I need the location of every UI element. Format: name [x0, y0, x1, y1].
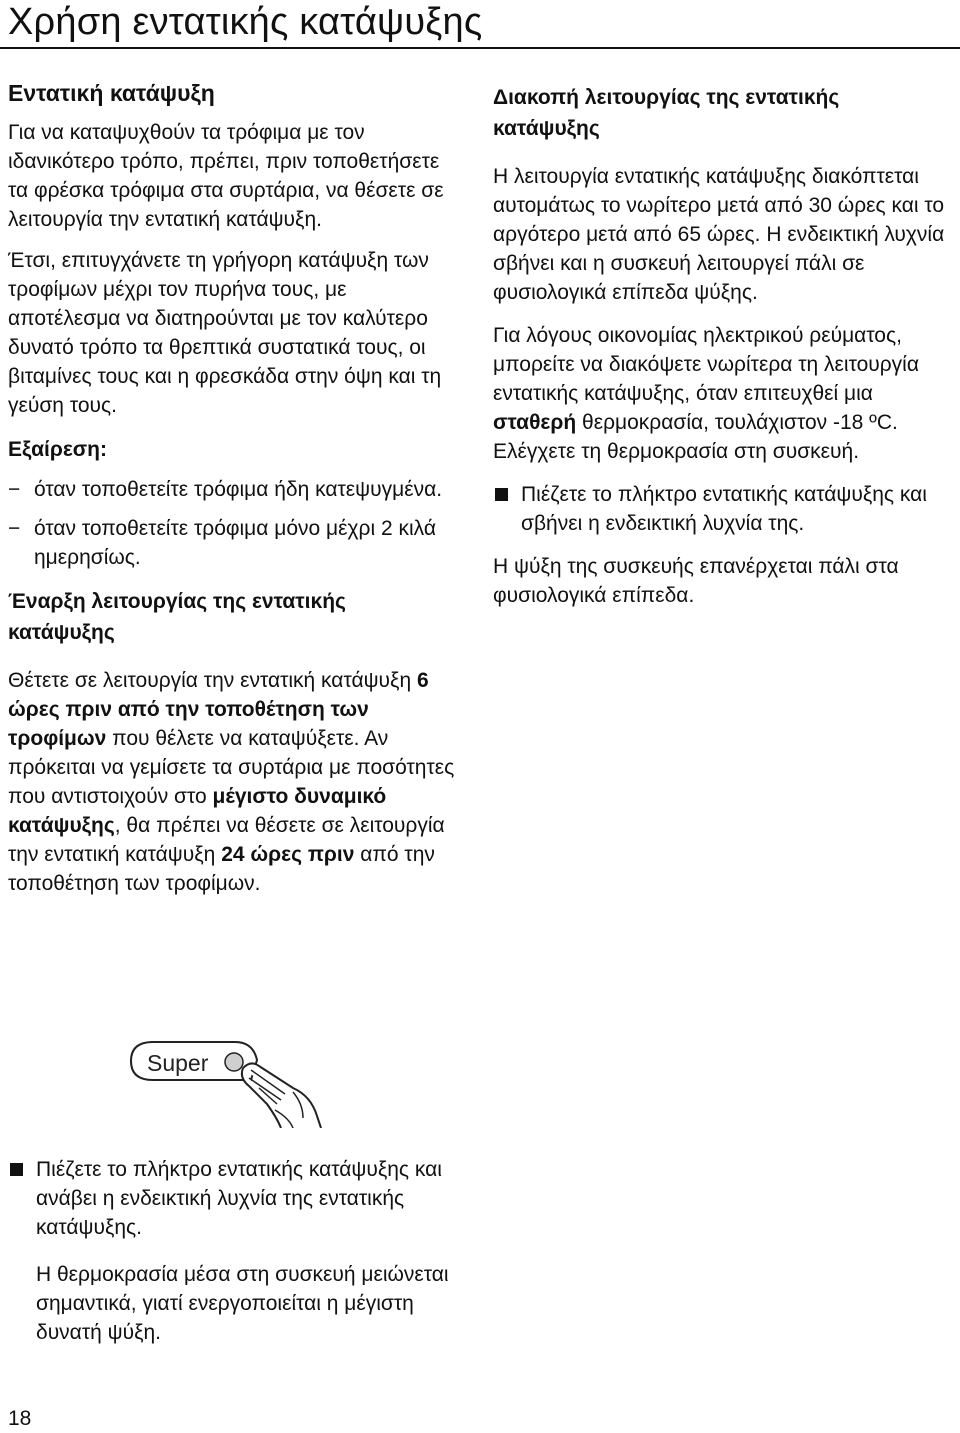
exception-item-text: όταν τοποθετείτε τρόφιμα μόνο μέχρι 2 κιλά ημερησίως. [34, 517, 436, 569]
super-button-illustration [125, 1038, 345, 1128]
bold-stable: σταθερή [493, 411, 577, 434]
list-item [493, 480, 948, 538]
exception-item [8, 514, 458, 572]
bold-6-hours: 6 ώρες πριν από την τοποθέτηση των τροφίμων [8, 669, 429, 750]
benefits-paragraph: Έτσι, επιτυγχάνετε τη γρήγορη κατάψυξη των τροφίμων μέχρι τον πυρήνα τους, με αποτέλεσμα να διατηρούνται με τον καλύτερο δυνατό τρόπο τα θρεπτικά συστατικά τους, οι βιταμίνες τους και η φρεσκάδα στην όψη και τη γεύση τους. [8, 249, 442, 417]
exception-label: Εξαίρεση: [8, 438, 107, 461]
left-column [8, 78, 458, 898]
auto-stop-paragraph: Η λειτουργία εντατικής κατάψυξης διακόπτεται αυτομάτως το νωρίτερο μετά από 30 ώρες και το αργότερο μετά από 65 ώρες. Η ενδεικτική λυχνία σβήνει και η συσκευή λειτουργεί πάλι σε φυσιολογικά επίπεδα ψύξης. [493, 165, 945, 304]
exception-item-text: όταν τοποθετείτε τρόφιμα ήδη κατεψυγμένα. [34, 478, 443, 501]
section-heading-intensive-freezing: Εντατική κατάψυξη [8, 80, 215, 106]
temperature-note: Η θερμοκρασία μέσα στη συσκευή μειώνεται σημαντικά, γιατί ενεργοποιείται η μέγιστη δυνατή ψύξη. [36, 1263, 449, 1344]
bold-24-hours: 24 ώρες πριν [221, 843, 355, 866]
normal-cooling-note: Η ψύξη της συσκευής επανέρχεται πάλι στα φυσιολογικά επίπεδα. [493, 555, 899, 607]
bottom-instructions [8, 1155, 478, 1347]
bold-max-capacity: μέγιστο δυναμικό κατάψυξης [8, 785, 387, 837]
section-heading-stop: Διακοπή λειτουργίας της εντατικής κατάψυξης [493, 86, 840, 140]
square-bullet-icon [10, 1163, 23, 1176]
page-title: Χρήση εντατικής κατάψυξης [8, 1, 483, 43]
stop-button-instruction: Πιέζετε το πλήκτρο εντατικής κατάψυξης και σβήνει η ενδεικτική λυχνία της. [521, 483, 927, 535]
section-heading-start: Έναρξη λειτουργίας της εντατικής κατάψυξης [8, 590, 346, 644]
economy-paragraph: Για λόγους οικονομίας ηλεκτρικού ρεύματος, μπορείτε να διακόψετε νωρίτερα τη λειτουργία εντατικής κατάψυξης, όταν επιτευχθεί μια σταθερή θερμοκρασία, τουλάχιστον -18 ºC. Ελέγχετε τη θερμοκρασία στη συσκευή. [493, 324, 919, 463]
square-bullet-icon [495, 488, 508, 501]
hand-pressing-button-icon [125, 1038, 345, 1128]
indicator-lamp [225, 1053, 243, 1071]
list-item [8, 1155, 478, 1242]
start-paragraph: Θέτετε σε λειτουργία την εντατική κατάψυξη 6 ώρες πριν από την τοποθέτηση των τροφίμων που θέλετε να καταψύξετε. Αν πρόκειται να γεμίσετε τα συρτάρια με ποσότητες που αντιστοιχούν στο μέγιστο δυναμικό κατάψυξης, θα πρέπει να θέσετε σε λειτουργία την εντατική κατάψυξη 24 ώρες πριν από την τοποθέτηση των τροφίμων. [8, 669, 455, 895]
dash-bullet: − [8, 478, 21, 501]
super-button-label: Super [147, 1050, 209, 1076]
exception-item [8, 475, 458, 504]
title-divider [0, 47, 960, 49]
right-column [493, 82, 948, 610]
intro-paragraph: Για να καταψυχθούν τα τρόφιμα με τον ιδανικότερο τρόπο, πρέπει, πριν τοποθετήσετε τα φρέσκα τρόφιμα στα συρτάρια, να θέσετε σε λειτουργία την εντατική κατάψυξη. [8, 121, 444, 231]
dash-bullet: − [8, 517, 21, 540]
press-button-instruction: Πιέζετε το πλήκτρο εντατικής κατάψυξης και ανάβει η ενδεικτική λυχνία της εντατικής κατάψυξης. [36, 1158, 442, 1239]
page-number: 18 [8, 1407, 32, 1430]
